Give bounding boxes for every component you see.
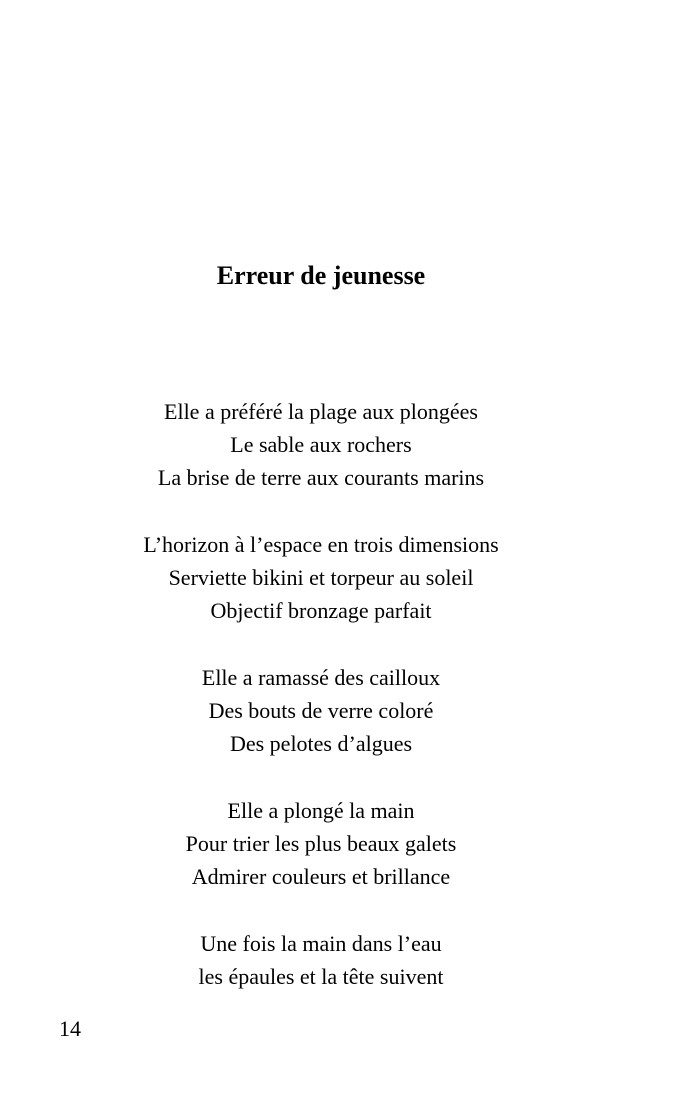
stanza [0,528,642,627]
poem-line: Admirer couleurs et brillance [191,864,451,889]
poem-title: Erreur de jeunesse [216,261,426,290]
poem-line: Des pelotes d’algues [229,731,413,756]
poem-line: Objectif bronzage parfait [210,598,432,623]
poem-line: les épaules et la tête suivent [198,964,444,989]
page-number: 14 [59,1016,81,1041]
stanza [0,661,642,760]
poem-body [0,395,642,1027]
poem-line: Serviette bikini et torpeur au soleil [168,565,474,590]
poem-line: Des bouts de verre coloré [208,698,434,723]
poem-line: Une fois la main dans l’eau [200,931,442,956]
poem-line: Pour trier les plus beaux galets [185,831,457,856]
poem-line: Elle a ramassé des cailloux [201,665,441,690]
poem-line: Elle a plongé la main [227,798,415,823]
poem-line: Le sable aux rochers [230,432,412,457]
poem-line: La brise de terre aux courants marins [157,465,485,490]
poem-line: Elle a préféré la plage aux plongées [164,399,478,424]
stanza [0,395,642,494]
poem-line: L’horizon à l’espace en trois dimensions [143,532,499,557]
stanza [0,794,642,893]
stanza [0,927,642,993]
